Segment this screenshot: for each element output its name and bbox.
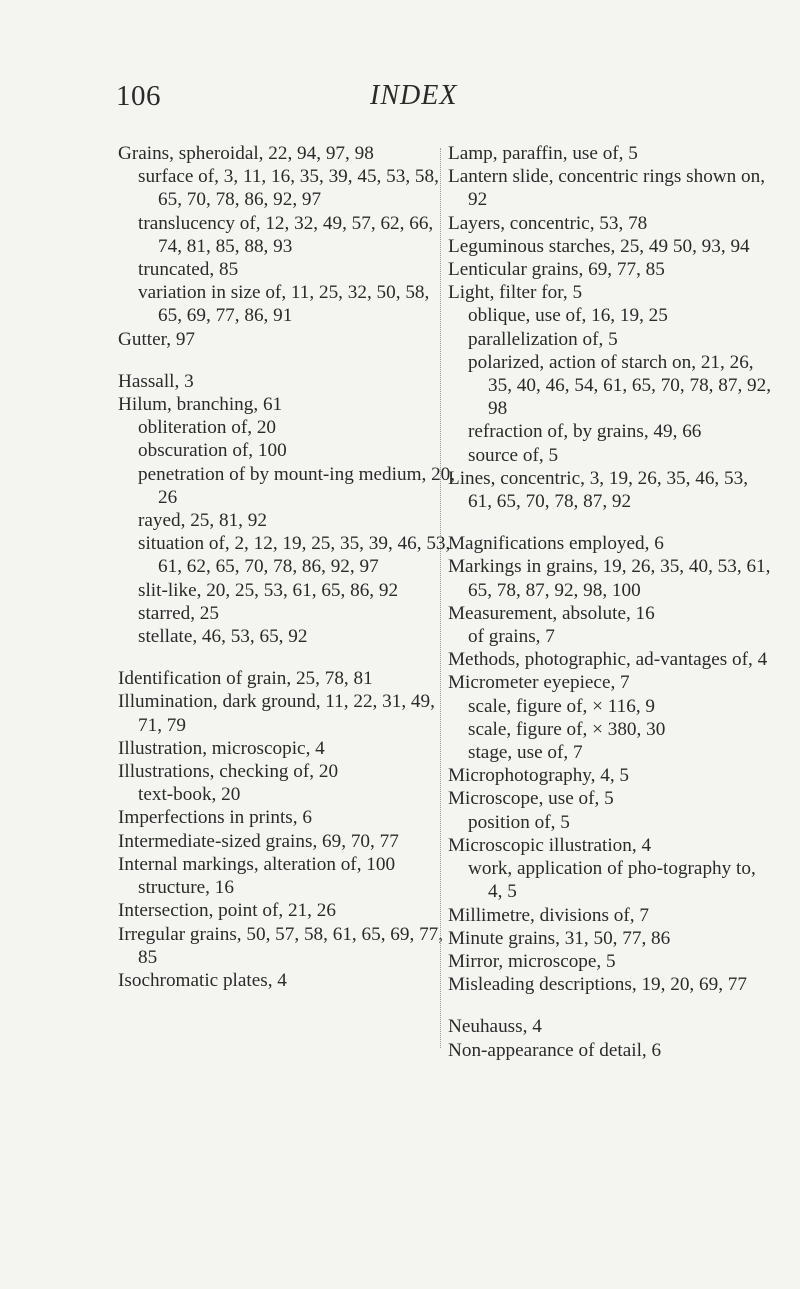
index-entry: Neuhauss, 4 (448, 1016, 542, 1038)
index-entry: Grains, spheroidal, 22, 94, 97, 98 (118, 143, 374, 164)
index-entry: Illustrations, checking of, 20 (118, 761, 339, 783)
index-subentry: starred, 25 (138, 602, 219, 624)
index-entry: Layers, concentric, 53, 78 (448, 212, 648, 234)
index-entry: Misleading descriptions, 19, 20, 69, 77 (448, 974, 747, 996)
index-entry: Hassall, 3 (118, 370, 194, 392)
index-entry: Microscope, use of, 5 (448, 788, 614, 810)
index-entry: Light, filter for, 5 (448, 282, 583, 304)
index-entry: Lenticular grains, 69, 77, 85 (448, 259, 665, 281)
index-subentry: position of, 5 (468, 811, 570, 833)
index-entry: Intersection, point of, 21, 26 (118, 900, 336, 922)
index-subentry: parallelization of, 5 (468, 328, 618, 350)
index-subentry: work, application of pho-tography to, 4, 5 (468, 858, 756, 903)
index-subentry: situation of, 2, 12, 19, 25, 35, 39, 46, 53, 61, 62, 65, 70, 78, 86, 92, 97 (138, 533, 451, 578)
index-subentry: stellate, 46, 53, 65, 92 (138, 626, 308, 648)
index-entry: Hilum, branching, 61 (118, 394, 283, 416)
index-subentry: polarized, action of starch on, 21, 26, 35, 40, 46, 54, 61, 65, 70, 78, 87, 92, 98 (468, 351, 772, 420)
index-subentry: text-book, 20 (138, 784, 241, 806)
index-subentry: variation in size of, 11, 25, 32, 50, 58, 65, 69, 77, 86, 91 (138, 282, 430, 327)
index-subentry: surface of, 3, 11, 16, 35, 39, 45, 53, 58, 65, 70, 78, 86, 92, 97 (138, 166, 439, 211)
index-entry: Illustration, microscopic, 4 (118, 737, 325, 759)
index-subentry: obscuration of, 100 (138, 440, 287, 462)
index-entry: Illumination, dark ground, 11, 22, 31, 49, 71, 79 (118, 691, 435, 736)
index-entry: Isochromatic plates, 4 (118, 969, 287, 991)
index-subentry: source of, 5 (468, 444, 559, 466)
index-entry: Irregular grains, 50, 57, 58, 61, 65, 69, 77, 85 (118, 923, 444, 968)
index-subentry: obliteration of, 20 (138, 417, 277, 439)
column-divider (440, 148, 442, 1048)
index-entry: Millimetre, divisions of, 7 (448, 904, 649, 926)
index-entry: Microscopic illustration, 4 (448, 834, 652, 856)
index-entry: Imperfections in prints, 6 (118, 807, 312, 829)
index-subentry: stage, use of, 7 (468, 742, 583, 764)
index-subentry: oblique, use of, 16, 19, 25 (468, 305, 668, 327)
index-entry: Mirror, microscope, 5 (448, 950, 616, 972)
index-subentry: scale, figure of, × 116, 9 (468, 695, 656, 717)
index-subentry: translucency of, 12, 32, 49, 57, 62, 66, 74, 81, 85, 88, 93 (138, 212, 434, 257)
group-gap (448, 513, 774, 532)
index-column-right (448, 142, 774, 1062)
index-subentry: refraction of, by grains, 49, 66 (468, 421, 702, 443)
index-entry: Micrometer eyepiece, 7 (448, 672, 630, 694)
running-head: INDEX (370, 80, 458, 111)
index-entry: Lantern slide, concentric rings shown on, 92 (448, 166, 766, 211)
index-entry: Magnifications employed, 6 (448, 533, 664, 555)
index-entry: Microphotography, 4, 5 (448, 765, 630, 787)
index-subentry: slit-like, 20, 25, 53, 61, 65, 86, 92 (138, 579, 399, 601)
index-entry: Lamp, paraffin, use of, 5 (448, 143, 638, 164)
group-gap (118, 351, 458, 370)
index-entry: Lines, concentric, 3, 19, 26, 35, 46, 53, 61, 65, 70, 78, 87, 92 (448, 467, 749, 513)
index-subentry: truncated, 85 (138, 259, 239, 281)
index-entry: Identification of grain, 25, 78, 81 (118, 668, 373, 690)
page-number: 106 (116, 80, 161, 112)
index-subentry: of grains, 7 (468, 626, 555, 648)
group-gap (448, 996, 774, 1015)
index-subentry: scale, figure of, × 380, 30 (468, 718, 666, 740)
index-entry: Minute grains, 31, 50, 77, 86 (448, 927, 671, 949)
index-entry: Leguminous starches, 25, 49 50, 93, 94 (448, 235, 750, 257)
index-subentry: penetration of by mount-ing medium, 20, 26 (138, 463, 456, 508)
index-entry: Measurement, absolute, 16 (448, 602, 655, 624)
index-subentry: structure, 16 (138, 877, 234, 899)
index-entry: Methods, photographic, ad-vantages of, 4 (448, 649, 768, 671)
index-entry: Non-appearance of detail, 6 (448, 1039, 662, 1061)
index-entry: Gutter, 97 (118, 328, 196, 350)
index-entry: Markings in grains, 19, 26, 35, 40, 53, 61, 65, 78, 87, 92, 98, 100 (448, 556, 771, 601)
index-entry: Internal markings, alteration of, 100 (118, 853, 396, 875)
index-entry: Intermediate-sized grains, 69, 70, 77 (118, 830, 399, 852)
index-subentry: rayed, 25, 81, 92 (138, 510, 267, 532)
index-column-left (118, 142, 458, 992)
group-gap (118, 648, 458, 667)
